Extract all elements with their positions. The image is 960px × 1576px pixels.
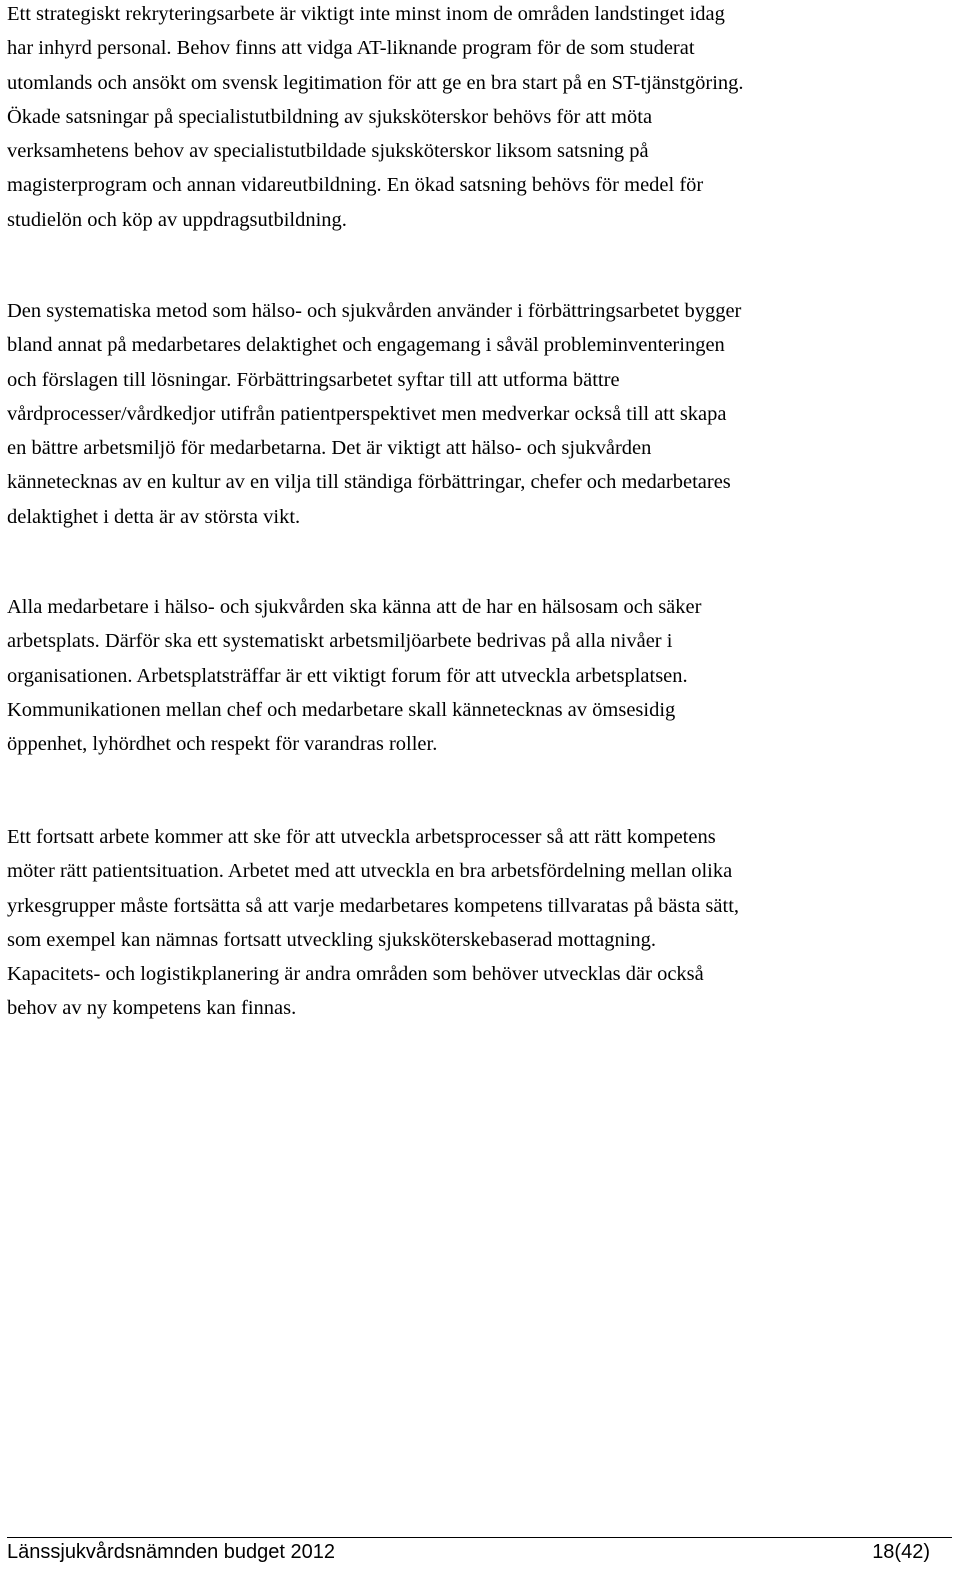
text-line: magisterprogram och annan vidareutbildning. En ökad satsning behövs för medel för: [7, 174, 704, 197]
text-line: Alla medarbetare i hälso- och sjukvården ska känna att de har en hälsosam och säker: [7, 596, 702, 618]
text-line: en bättre arbetsmiljö för medarbetarna. Det är viktigt att hälso- och sjukvården: [7, 437, 652, 460]
text-line: bland annat på medarbetares delaktighet och engagemang i såväl probleminventeringen: [7, 334, 725, 357]
paragraph-improvement-work: [7, 294, 952, 534]
footer-divider: [7, 1537, 952, 1538]
text-line: Ett fortsatt arbete kommer att ske för att utveckla arbetsprocesser så att rätt kompetens: [7, 826, 716, 848]
text-line: organisationen. Arbetsplatsträffar är ett viktigt forum för att utveckla arbetsplatsen.: [7, 664, 688, 687]
text-line: Ökade satsningar på specialistutbildning av sjuksköterskor behövs för att möta: [7, 105, 653, 128]
text-line: öppenhet, lyhördhet och respekt för varandras roller.: [7, 733, 438, 756]
text-line: Kapacitets- och logistikplanering är andra områden som behöver utvecklas där också: [7, 963, 704, 986]
text-line: som exempel kan nämnas fortsatt utveckling sjuksköterskebaserad mottagning.: [7, 928, 657, 951]
text-line: Ett strategiskt rekryteringsarbete är viktigt inte minst inom de områden landstinget idag: [7, 3, 725, 25]
text-line: Kommunikationen mellan chef och medarbetare skall kännetecknas av ömsesidig: [7, 698, 676, 721]
text-line: Den systematiska metod som hälso- och sjukvården använder i förbättringsarbetet bygger: [7, 300, 742, 322]
text-line: har inhyrd personal. Behov finns att vidga AT-liknande program för de som studerat: [7, 37, 695, 60]
footer-document-title: Länssjukvårdsnämnden budget 2012: [7, 1541, 336, 1563]
text-line: och förslagen till lösningar. Förbättringsarbetet syftar till att utforma bättre: [7, 368, 620, 391]
text-line: arbetsplats. Därför ska ett systematiskt arbetsmiljöarbete bedrivas på alla nivåer i: [7, 630, 673, 653]
text-line: delaktighet i detta är av största vikt.: [7, 505, 301, 528]
text-line: vårdprocesser/vårdkedjor utifrån patientperspektivet men medverkar också till att skapa: [7, 402, 727, 425]
paragraph-recruitment: [7, 0, 952, 237]
text-line: studielön och köp av uppdragsutbildning.: [7, 208, 347, 231]
text-line: behov av ny kompetens kan finnas.: [7, 997, 297, 1020]
text-line: yrkesgrupper måste fortsätta så att varje medarbetares kompetens tillvaratas på bästa sätt,: [7, 894, 740, 917]
text-line: kännetecknas av en kultur av en vilja till ständiga förbättringar, chefer och medarbetares: [7, 471, 731, 494]
paragraph-competence: [7, 820, 952, 1026]
paragraph-work-environment: [7, 590, 952, 761]
document-page: [7, 0, 952, 1576]
text-line: möter rätt patientsituation. Arbetet med att utveckla en bra arbetsfördelning mellan olika: [7, 860, 733, 883]
text-line: verksamhetens behov av specialistutbildade sjuksköterskor liksom satsning på: [7, 140, 649, 163]
text-line: utomlands och ansökt om svensk legitimation för att ge en bra start på en ST-tjänstgöring.: [7, 71, 744, 94]
footer-page-number: 18(42): [872, 1541, 930, 1563]
